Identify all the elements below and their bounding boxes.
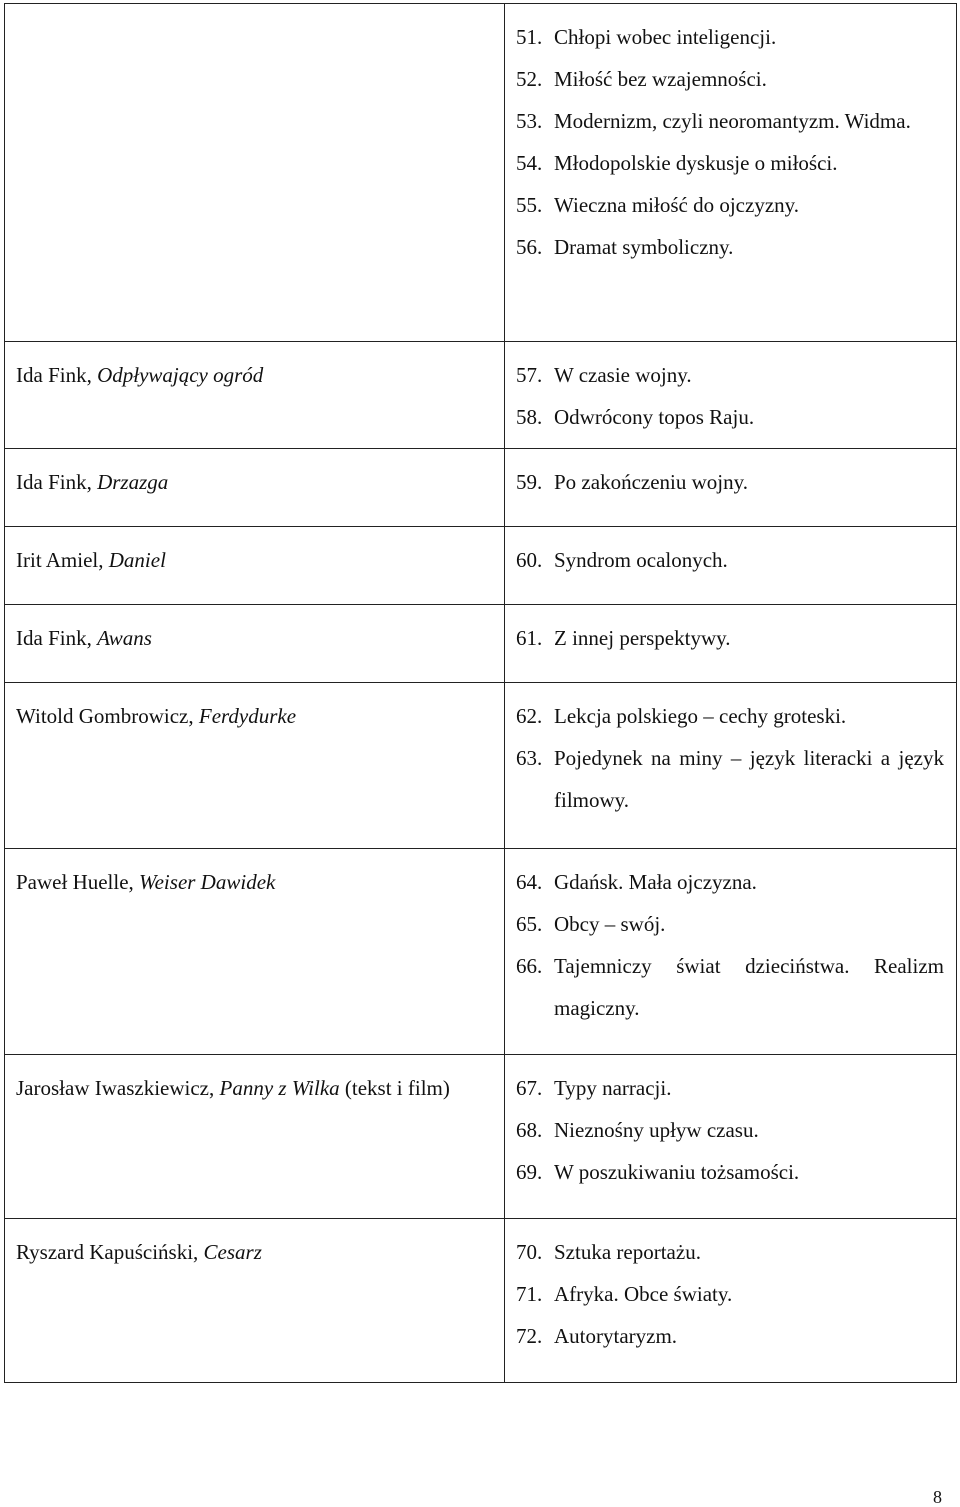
work-title: Odpływający ogród xyxy=(97,363,264,387)
work-reference xyxy=(16,695,492,737)
table-row xyxy=(5,1055,957,1219)
topic-item xyxy=(516,1273,944,1315)
topic-number: 61. xyxy=(516,626,543,650)
topics-cell xyxy=(505,605,957,683)
topic-number: 65. xyxy=(516,912,543,936)
topic-text: Z innej perspektywy. xyxy=(554,626,731,650)
table-row xyxy=(5,849,957,1055)
topic-item xyxy=(516,861,944,903)
topic-text: Obcy – swój. xyxy=(554,912,666,936)
work-reference xyxy=(16,1067,492,1109)
work-title: Ferdydurke xyxy=(198,704,297,728)
topic-text: Lekcja polskiego – cechy groteski. xyxy=(554,704,847,728)
work-title: Cesarz xyxy=(203,1240,262,1264)
work-reference xyxy=(16,1231,492,1273)
author-name: Witold Gombrowicz, xyxy=(16,704,199,728)
topic-text: Odwrócony topos Raju. xyxy=(554,405,755,429)
table-row xyxy=(5,605,957,683)
topics-cell xyxy=(505,4,957,342)
work-title: Awans xyxy=(97,626,152,650)
table-row xyxy=(5,4,957,342)
syllabus-table-body xyxy=(5,4,957,1383)
work-cell xyxy=(5,683,505,849)
work-title: Drzazga xyxy=(97,470,169,494)
author-name: Paweł Huelle, xyxy=(16,870,140,894)
topic-text: Afryka. Obce światy. xyxy=(554,1282,733,1306)
author-name: Irit Amiel, xyxy=(16,548,109,572)
topic-item xyxy=(516,461,944,503)
work-cell xyxy=(5,4,505,342)
work-reference xyxy=(16,617,492,659)
topic-item xyxy=(516,354,944,396)
work-note: (tekst i film) xyxy=(339,1076,450,1100)
work-cell xyxy=(5,605,505,683)
topic-item xyxy=(516,617,944,659)
work-cell xyxy=(5,449,505,527)
topic-item xyxy=(516,58,944,100)
topic-item xyxy=(516,1151,944,1193)
topic-number: 64. xyxy=(516,870,543,894)
syllabus-table xyxy=(4,3,957,1383)
topic-number: 62. xyxy=(516,704,543,728)
topic-number: 54. xyxy=(516,151,543,175)
topic-text: W poszukiwaniu tożsamości. xyxy=(554,1160,800,1184)
topic-text: Młodopolskie dyskusje o miłości. xyxy=(554,151,838,175)
author-name: Ryszard Kapuściński, xyxy=(16,1240,204,1264)
table-row xyxy=(5,449,957,527)
topic-item xyxy=(516,142,944,184)
topic-number: 59. xyxy=(516,470,543,494)
topic-text: Po zakończeniu wojny. xyxy=(554,470,749,494)
work-title: Weiser Dawidek xyxy=(139,870,276,894)
work-reference xyxy=(16,539,492,581)
topic-number: 53. xyxy=(516,109,543,133)
author-name: Jarosław Iwaszkiewicz, xyxy=(16,1076,220,1100)
topics-cell xyxy=(505,1055,957,1219)
topic-number: 69. xyxy=(516,1160,543,1184)
table-row xyxy=(5,527,957,605)
topic-number: 57. xyxy=(516,363,543,387)
topic-item xyxy=(516,1231,944,1273)
topic-number: 63. xyxy=(516,746,543,770)
topics-cell xyxy=(505,342,957,449)
work-cell xyxy=(5,342,505,449)
topic-item xyxy=(516,1067,944,1109)
work-reference xyxy=(16,861,492,903)
topic-number: 68. xyxy=(516,1118,543,1142)
topic-item xyxy=(516,695,944,737)
topic-item xyxy=(516,903,944,945)
table-row xyxy=(5,1219,957,1383)
work-cell xyxy=(5,527,505,605)
topic-number: 66. xyxy=(516,954,543,978)
topic-item xyxy=(516,737,944,821)
topic-item xyxy=(516,1315,944,1357)
topic-text: Miłość bez wzajemności. xyxy=(554,67,767,91)
topic-text: Sztuka reportażu. xyxy=(554,1240,701,1264)
topic-item xyxy=(516,945,944,1029)
topic-number: 71. xyxy=(516,1282,543,1306)
work-reference xyxy=(16,461,492,503)
author-name: Ida Fink, xyxy=(16,363,98,387)
topic-text: Gdańsk. Mała ojczyzna. xyxy=(554,870,757,894)
topics-cell xyxy=(505,449,957,527)
topic-item xyxy=(516,539,944,581)
topic-text: Nieznośny upływ czasu. xyxy=(554,1118,759,1142)
topic-item xyxy=(516,396,944,438)
topic-number: 70. xyxy=(516,1240,543,1264)
topics-cell xyxy=(505,527,957,605)
topic-text: Tajemniczy świat dzieciństwa. Realizm magiczny. xyxy=(554,954,944,1020)
topic-text: Syndrom ocalonych. xyxy=(554,548,728,572)
topic-number: 55. xyxy=(516,193,543,217)
topic-number: 51. xyxy=(516,25,543,49)
topic-number: 58. xyxy=(516,405,543,429)
topic-text: W czasie wojny. xyxy=(554,363,692,387)
topics-cell xyxy=(505,683,957,849)
topic-item xyxy=(516,1109,944,1151)
work-cell xyxy=(5,1055,505,1219)
topic-text: Modernizm, czyli neoromantyzm. Widma. xyxy=(554,109,911,133)
topic-text: Typy narracji. xyxy=(554,1076,672,1100)
topic-item xyxy=(516,100,944,142)
topic-text: Autorytaryzm. xyxy=(554,1324,678,1348)
table-row xyxy=(5,342,957,449)
topics-cell xyxy=(505,1219,957,1383)
topic-text: Chłopi wobec inteligencji. xyxy=(554,25,777,49)
topic-number: 67. xyxy=(516,1076,543,1100)
topic-item xyxy=(516,184,944,226)
topic-number: 56. xyxy=(516,235,543,259)
author-name: Ida Fink, xyxy=(16,626,98,650)
table-row xyxy=(5,683,957,849)
topic-text: Dramat symboliczny. xyxy=(554,235,734,259)
topics-cell xyxy=(505,849,957,1055)
topic-item xyxy=(516,16,944,58)
page-number: 8 xyxy=(933,1487,942,1507)
topic-number: 52. xyxy=(516,67,543,91)
topic-number: 60. xyxy=(516,548,543,572)
topic-number: 72. xyxy=(516,1324,543,1348)
topic-item xyxy=(516,226,944,268)
topic-text: Pojedynek na miny – język literacki a język filmowy. xyxy=(554,746,944,812)
topic-text: Wieczna miłość do ojczyzny. xyxy=(554,193,800,217)
work-reference xyxy=(16,354,492,396)
work-title: Daniel xyxy=(108,548,166,572)
work-title: Panny z Wilka xyxy=(219,1076,340,1100)
work-cell xyxy=(5,849,505,1055)
author-name: Ida Fink, xyxy=(16,470,98,494)
work-cell xyxy=(5,1219,505,1383)
